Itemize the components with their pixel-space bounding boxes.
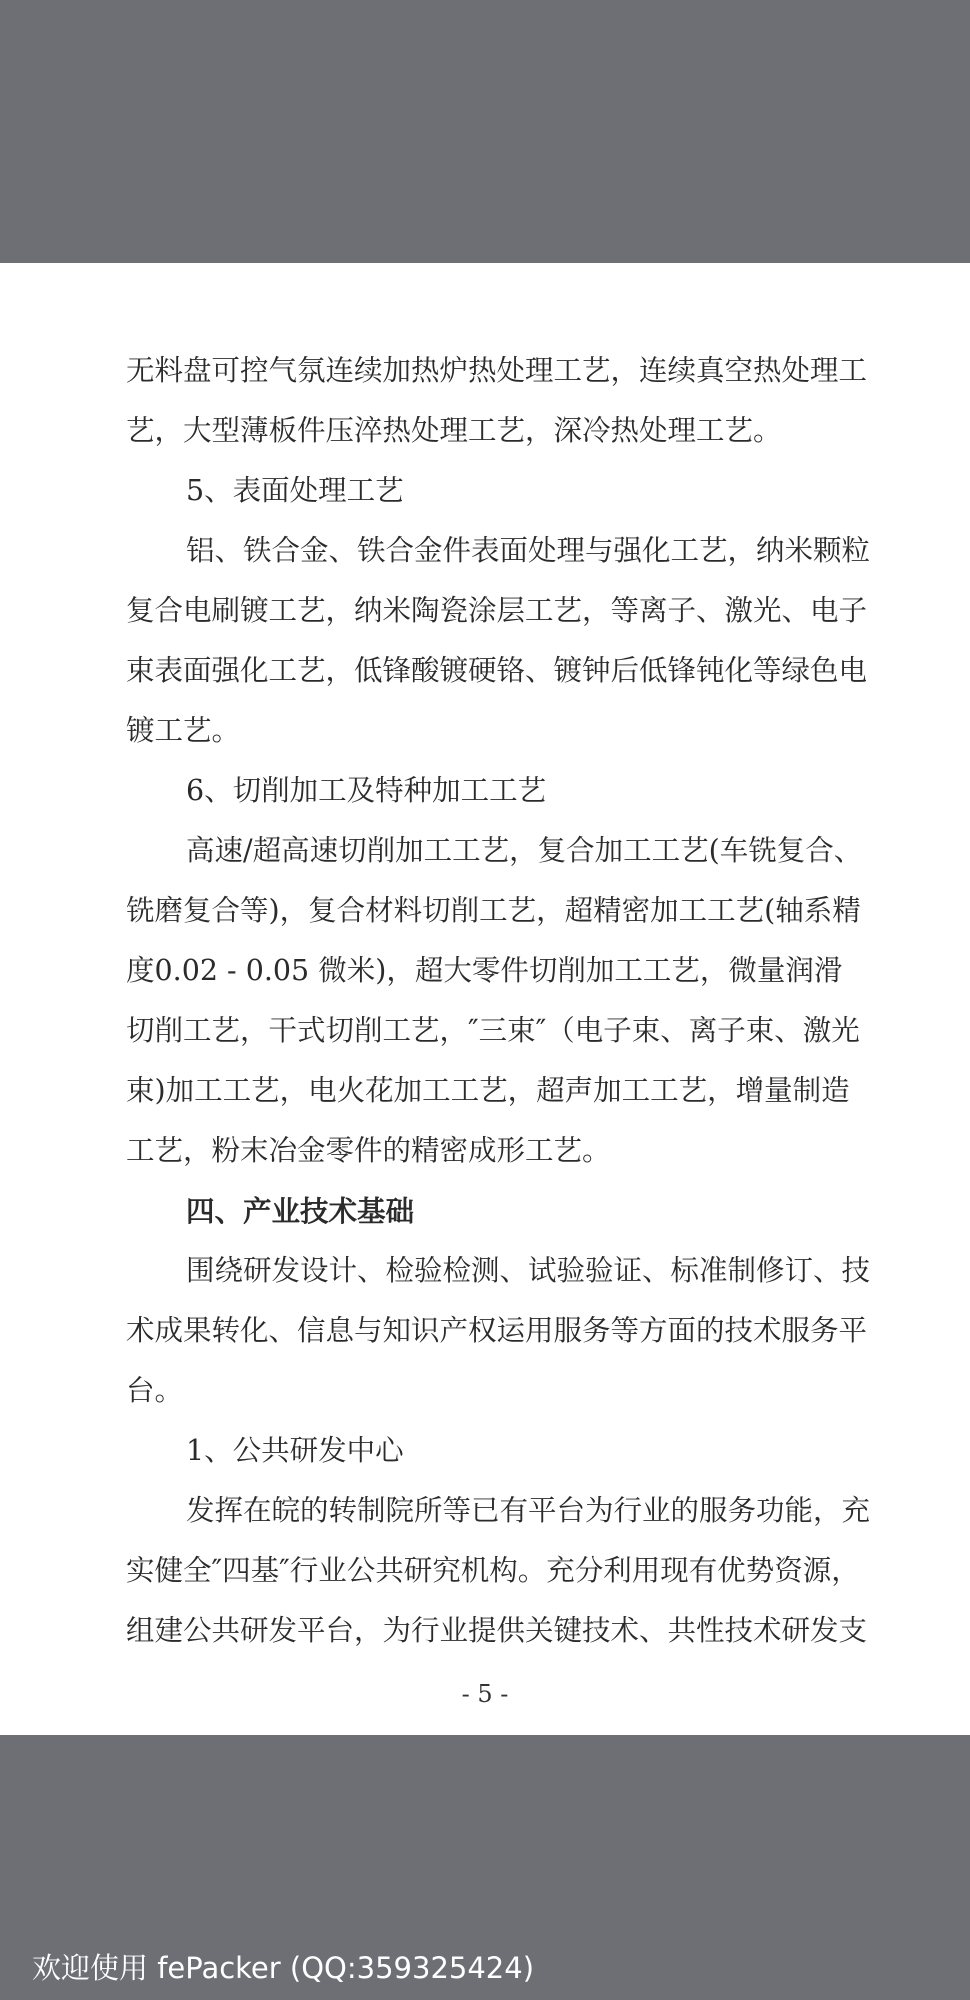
page-number: - 5 -: [461, 1680, 509, 1708]
text-line: 度0.02 - 0.05 微米)，超大零件切削加工工艺，微量润滑: [126, 954, 843, 987]
text-line: 台。: [126, 1374, 184, 1407]
top-margin-band: [0, 0, 970, 263]
text-line: 铝、铁合金、铁合金件表面处理与强化工艺，纳米颗粒: [186, 534, 871, 567]
page-content: [126, 341, 918, 1661]
chapter-heading-industry-base: 四、产业技术基础: [186, 1194, 415, 1228]
text-line: 组建公共研发平台，为行业提供关键技术、共性技术研发支: [126, 1614, 868, 1647]
text-line: 束)加工工艺，电火花加工工艺，超声加工工艺，增量制造: [126, 1074, 850, 1107]
text-line: 实健全″四基″行业公共研究机构。充分利用现有优势资源，: [126, 1554, 860, 1587]
section-title-cutting: 6、切削加工及特种加工工艺: [186, 774, 547, 807]
app-watermark: 欢迎使用 fePacker (QQ:359325424): [32, 1951, 535, 1985]
text-line: 围绕研发设计、检验检测、试验验证、标准制修订、技: [186, 1254, 871, 1287]
text-line: 复合电刷镀工艺，纳米陶瓷涂层工艺，等离子、激光、电子: [126, 594, 868, 627]
section-title-surface-treatment: 5、表面处理工艺: [186, 474, 404, 507]
text-line: 镀工艺。: [126, 714, 241, 747]
section-title-rd-center: 1、公共研发中心: [186, 1434, 404, 1467]
text-line: 高速/超高速切削加工工艺，复合加工工艺(车铣复合、: [186, 834, 863, 867]
text-line: 发挥在皖的转制院所等已有平台为行业的服务功能，充: [186, 1494, 871, 1527]
text-line: 切削工艺，干式切削工艺，″三束″（电子束、离子束、激光: [126, 1014, 860, 1047]
document-page: [0, 263, 970, 1735]
text-line: 铣磨复合等)，复合材料切削工艺，超精密加工工艺(轴系精: [126, 894, 861, 927]
text-line: 无料盘可控气氛连续加热炉热处理工艺，连续真空热处理工: [126, 354, 868, 387]
text-line: 艺，大型薄板件压淬热处理工艺，深冷热处理工艺。: [126, 414, 782, 447]
text-line: 术成果转化、信息与知识产权运用服务等方面的技术服务平: [126, 1314, 868, 1347]
text-line: 工艺，粉末冶金零件的精密成形工艺。: [126, 1134, 611, 1167]
text-line: 束表面强化工艺，低锋酸镀硬铬、镀钟后低锋钝化等绿色电: [126, 654, 868, 687]
